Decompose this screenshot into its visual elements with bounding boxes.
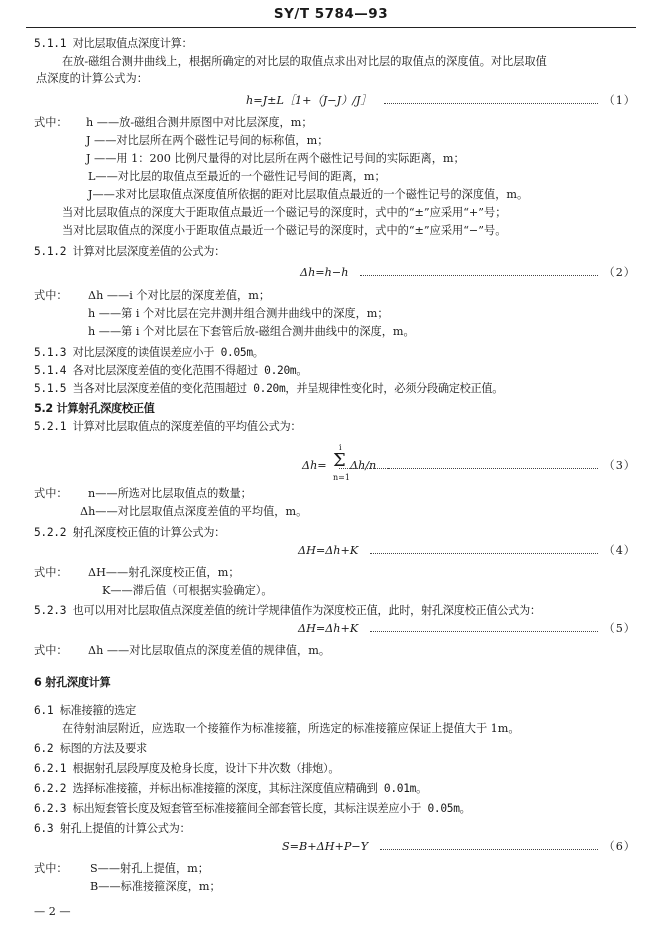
dot-leader — [384, 103, 598, 104]
variable-definition: B——标准接箍深度，m； — [90, 880, 221, 893]
formula-2: Δh=h−h — [300, 266, 349, 279]
section-6-2-3: 6.2.3 标出短套管长度及短套管至标准接箍间全部套管长度，其标注误差应小于 0.05m。 — [34, 802, 471, 815]
where-label: 式中： — [34, 116, 68, 129]
variable-definition: h ——第 i 个对比层在完井测井组合测井曲线中的深度，m； — [88, 307, 389, 320]
section-6-2-1: 6.2.1 根据射孔层段厚度及枪身长度，设计下井次数（排炮）。 — [34, 762, 340, 775]
dot-leader — [380, 849, 597, 850]
dot-leader — [370, 631, 597, 632]
section-5-1-4: 5.1.4 各对比层深度差值的变化范围不得超过 0.20m。 — [34, 364, 308, 377]
where-label: 式中： — [34, 862, 68, 875]
dot-leader — [388, 468, 597, 469]
section-5-1-3: 5.1.3 对比层深度的读值误差应小于 0.05m。 — [34, 346, 264, 359]
equation-number: （6） — [603, 840, 636, 853]
where-label: 式中： — [34, 487, 68, 500]
section-5-1-5: 5.1.5 当各对比层深度差值的变化范围超过 0.20m，并呈规律性变化时，必须分段确定校正值。 — [34, 382, 504, 395]
formula-6: S=B+ΔH+P−Y — [282, 840, 369, 853]
variable-definition: Δh——对比层取值点深度差值的平均值，m。 — [80, 505, 308, 518]
section-5-2-2: 5.2.2 射孔深度校正值的计算公式为： — [34, 526, 226, 539]
equation-number: （1） — [603, 94, 636, 107]
variable-definition: Δh ——对比层取值点的深度差值的规律值，m。 — [88, 644, 331, 657]
para-line: 在待射油层附近，应选取一个接箍作为标准接箍，所选定的标准接箍应保证上提值大于 1m。 — [62, 722, 520, 735]
section-5-2-heading: 5.2 计算射孔深度校正值 — [34, 402, 155, 415]
variable-definition: J ——对比层所在两个磁性记号间的标称值，m； — [86, 134, 329, 147]
section-6-2-2: 6.2.2 选择标准接箍，并标出标准接箍的深度，其标注深度值应精确到 0.01m。 — [34, 782, 427, 795]
section-6-1: 6.1 标准接箍的选定 — [34, 704, 136, 717]
sum-upper-limit: i — [339, 443, 342, 452]
sigma-symbol: Σ — [333, 450, 346, 471]
formula-4: ΔH=Δh+K — [298, 544, 359, 557]
formula-3-rhs: Δh/n — [350, 459, 377, 472]
where-label: 式中： — [34, 289, 68, 302]
page-number: — 2 — — [34, 905, 71, 918]
sum-lower-limit: n=1 — [333, 473, 350, 482]
variable-definition: L——对比层的取值点至最近的一个磁性记号间的距离，m； — [88, 170, 386, 183]
equation-number: （3） — [603, 459, 636, 472]
equation-number: （2） — [603, 266, 636, 279]
para-line: 当对比层取值点的深度大于距取值点最近一个磁记号的深度时，式中的“±”应采用“+”号； — [62, 206, 507, 219]
formula-3-lhs: Δh= — [302, 459, 327, 472]
where-label: 式中： — [34, 566, 68, 579]
formula-5: ΔH=Δh+K — [298, 622, 359, 635]
variable-definition: n——所选对比层取值点的数量； — [88, 487, 252, 500]
standard-number-header: SY/T 5784—93 — [273, 6, 389, 22]
dot-leader — [370, 553, 597, 554]
header-rule — [26, 27, 636, 28]
variable-definition: ΔH——射孔深度校正值，m； — [88, 566, 240, 579]
where-label: 式中： — [34, 644, 68, 657]
variable-definition: S——射孔上提值，m； — [90, 862, 209, 875]
variable-definition: h ——放-磁组合测井原图中对比层深度，m； — [86, 116, 313, 129]
equation-number: （4） — [603, 544, 636, 557]
section-5-1-2: 5.1.2 计算对比层深度差值的公式为： — [34, 245, 226, 258]
section-6-heading: 6 射孔深度计算 — [34, 676, 111, 689]
variable-definition: J ——用 1：200 比例尺量得的对比层所在两个磁性记号间的实际距离，m； — [86, 152, 465, 165]
section-5-2-3: 5.2.3 也可以用对比层取值点深度差值的统计学规律值作为深度校正值，此时，射孔深度校正值公式为： — [34, 604, 541, 617]
section-5-1-1: 5.1.1 对比层取值点深度计算： — [34, 37, 193, 50]
variable-definition: K——滞后值（可根据实验确定）。 — [102, 584, 273, 597]
dot-leader — [360, 275, 597, 276]
section-5-2-1: 5.2.1 计算对比层取值点的深度差值的平均值公式为： — [34, 420, 302, 433]
formula-1: h=J±L［1+（J−J）/J］ — [246, 94, 372, 107]
variable-definition: h ——第 i 个对比层在下套管后放-磁组合测井曲线中的深度，m。 — [88, 325, 415, 338]
para-line: 当对比层取值点的深度小于距取值点最近一个磁记号的深度时，式中的“±”应采用“−”号。 — [62, 224, 507, 237]
variable-definition: J——求对比层取值点深度值所依据的距对比层取值点最近的一个磁性记号的深度值，m。 — [88, 188, 529, 201]
section-6-3: 6.3 射孔上提值的计算公式为： — [34, 822, 191, 835]
equation-number: （5） — [603, 622, 636, 635]
para-line: 在放-磁组合测井曲线上，根据所确定的对比层的取值点求出对比层的取值点的深度值。对比层取值 — [62, 55, 547, 68]
para-line: 点深度的计算公式为： — [36, 72, 148, 85]
section-6-2: 6.2 标图的方法及要求 — [34, 742, 147, 755]
variable-definition: Δh ——i 个对比层的深度差值，m； — [88, 289, 271, 302]
